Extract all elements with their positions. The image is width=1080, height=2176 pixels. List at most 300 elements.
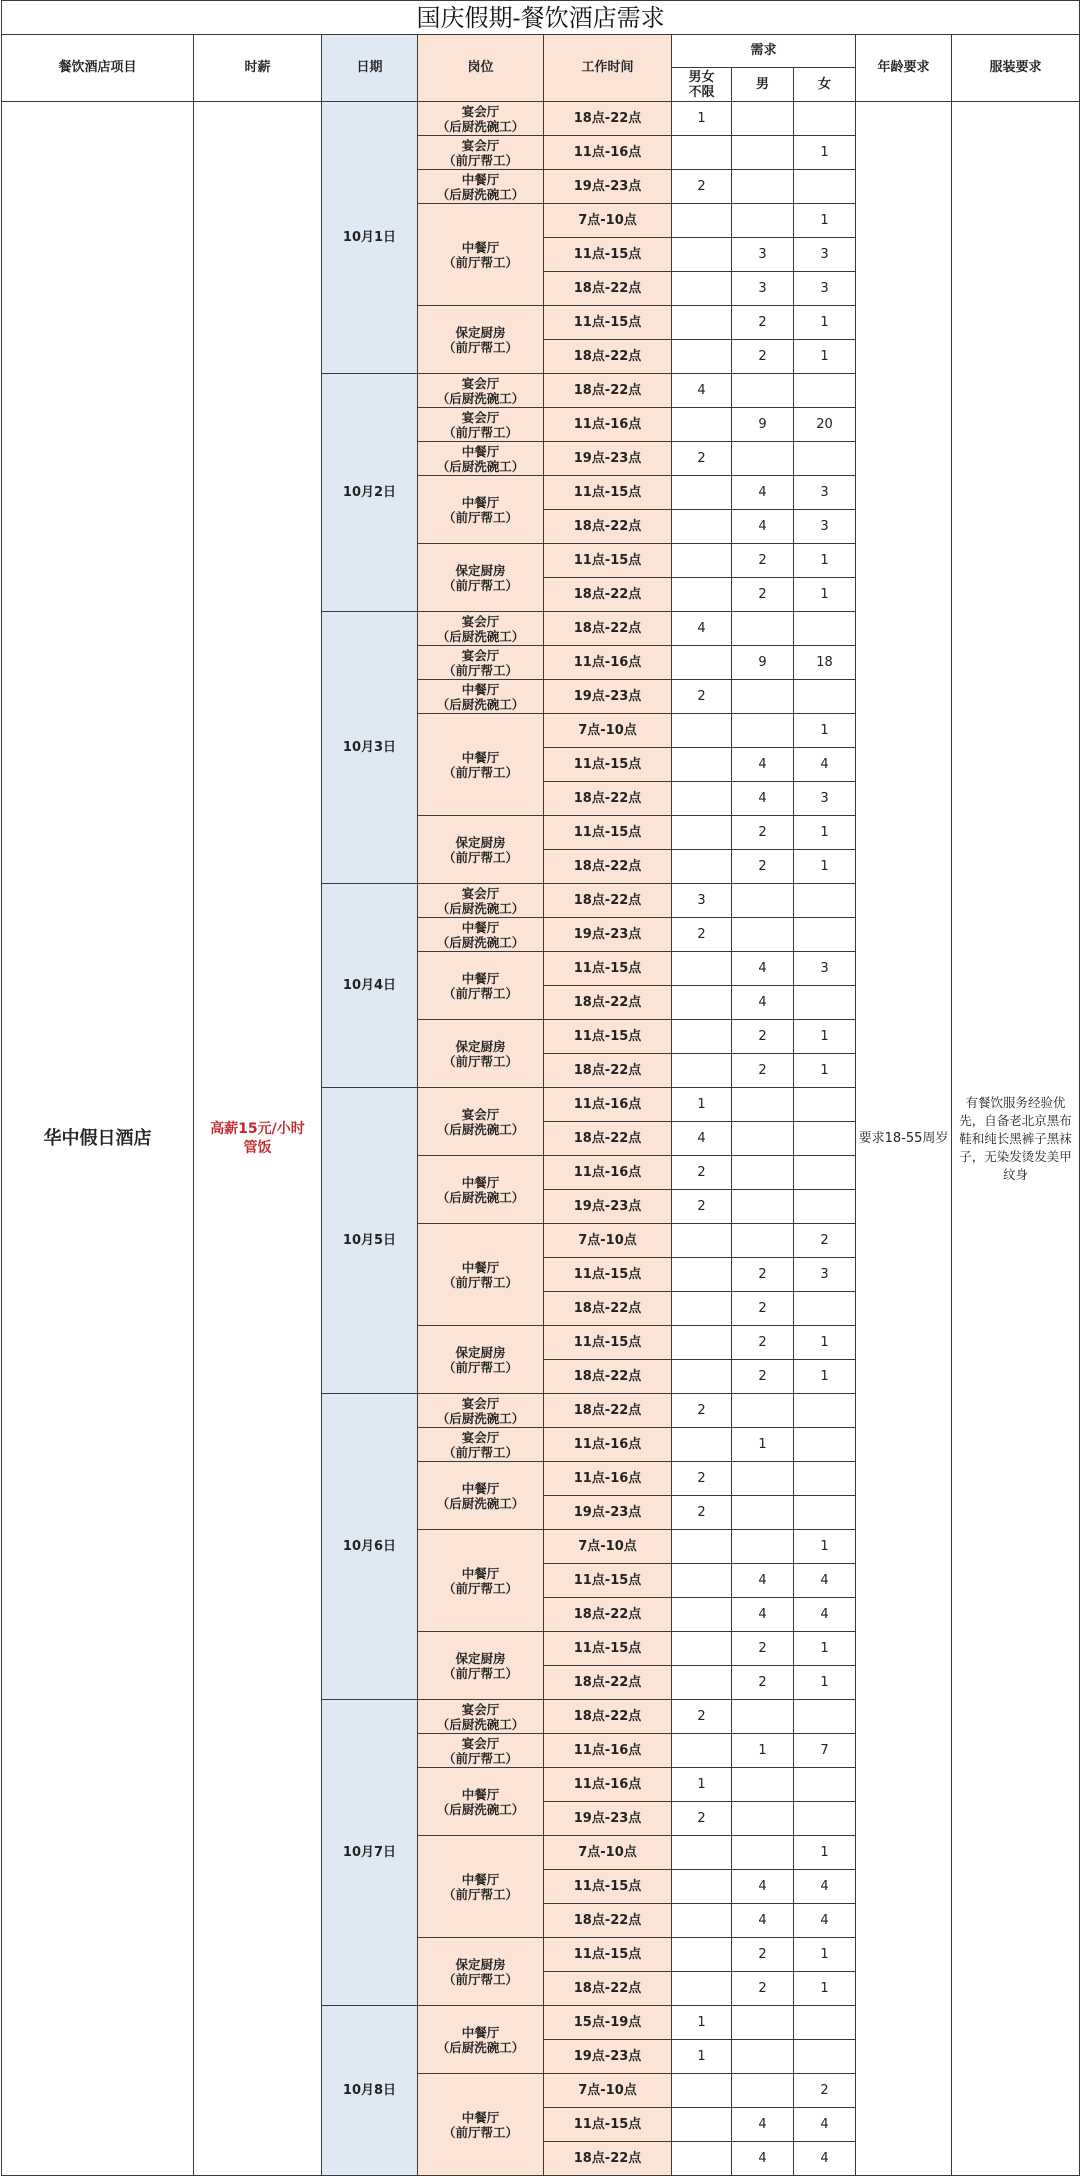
demand-male-cell: 2 [732, 1292, 794, 1326]
position-cell: 中餐厅 （前厅帮工） [418, 714, 544, 816]
demand-male-cell: 2 [732, 816, 794, 850]
demand-female-cell: 4 [794, 1564, 856, 1598]
demand-any-cell [672, 306, 732, 340]
demand-female-cell: 3 [794, 272, 856, 306]
demand-any-cell: 4 [672, 1122, 732, 1156]
demand-any-cell [672, 1666, 732, 1700]
demand-any-cell [672, 476, 732, 510]
demand-female-cell: 1 [794, 1326, 856, 1360]
demand-female-cell: 1 [794, 850, 856, 884]
position-cell: 宴会厅 （前厅帮工） [418, 646, 544, 680]
demand-female-cell: 4 [794, 2108, 856, 2142]
demand-male-cell [732, 1224, 794, 1258]
demand-female-cell: 1 [794, 578, 856, 612]
demand-male-cell [732, 1394, 794, 1428]
work-time-cell: 7点-10点 [544, 204, 672, 238]
attire-requirement-cell: 有餐饮服务经验优先，自备老北京黑布鞋和纯长黑裤子黑袜子，无染发烫发美甲纹身 [952, 102, 1080, 2176]
demand-female-cell: 1 [794, 1836, 856, 1870]
work-time-cell: 11点-16点 [544, 408, 672, 442]
demand-any-cell: 2 [672, 1700, 732, 1734]
position-cell: 宴会厅 （前厅帮工） [418, 1428, 544, 1462]
work-time-cell: 18点-22点 [544, 986, 672, 1020]
demand-female-cell [794, 986, 856, 1020]
date-cell: 10月4日 [322, 884, 418, 1088]
demand-female-cell: 3 [794, 952, 856, 986]
demand-male-cell: 4 [732, 1870, 794, 1904]
demand-any-cell: 1 [672, 2006, 732, 2040]
demand-any-cell [672, 1530, 732, 1564]
work-time-cell: 11点-15点 [544, 748, 672, 782]
demand-any-cell [672, 1632, 732, 1666]
demand-male-cell [732, 612, 794, 646]
demand-male-cell [732, 2074, 794, 2108]
demand-female-cell: 1 [794, 136, 856, 170]
demand-female-cell [794, 1462, 856, 1496]
work-time-cell: 7点-10点 [544, 1530, 672, 1564]
demand-male-cell [732, 2006, 794, 2040]
work-time-cell: 18点-22点 [544, 510, 672, 544]
demand-any-cell [672, 136, 732, 170]
work-time-cell: 11点-16点 [544, 1088, 672, 1122]
work-time-cell: 18点-22点 [544, 1122, 672, 1156]
demand-any-cell [672, 272, 732, 306]
demand-female-cell [794, 1156, 856, 1190]
demand-any-cell [672, 816, 732, 850]
work-time-cell: 19点-23点 [544, 1802, 672, 1836]
work-time-cell: 7点-10点 [544, 1224, 672, 1258]
position-cell: 中餐厅 （后厨洗碗工） [418, 442, 544, 476]
demand-female-cell: 1 [794, 204, 856, 238]
demand-male-cell [732, 1836, 794, 1870]
demand-male-cell [732, 918, 794, 952]
demand-any-cell: 3 [672, 884, 732, 918]
demand-female-cell [794, 612, 856, 646]
work-time-cell: 18点-22点 [544, 102, 672, 136]
work-time-cell: 18点-22点 [544, 1360, 672, 1394]
work-time-cell: 18点-22点 [544, 612, 672, 646]
position-cell: 宴会厅 （后厨洗碗工） [418, 612, 544, 646]
demand-table [1, 0, 1080, 2176]
demand-female-cell [794, 2040, 856, 2074]
demand-male-cell: 4 [732, 986, 794, 1020]
work-time-cell: 7点-10点 [544, 1836, 672, 1870]
date-cell: 10月8日 [322, 2006, 418, 2176]
work-time-cell: 18点-22点 [544, 374, 672, 408]
demand-male-cell: 9 [732, 408, 794, 442]
date-cell: 10月2日 [322, 374, 418, 612]
demand-any-cell [672, 1224, 732, 1258]
header-any-gender: 男女 不限 [672, 68, 732, 102]
demand-male-cell [732, 680, 794, 714]
position-cell: 中餐厅 （前厅帮工） [418, 1530, 544, 1632]
position-cell: 中餐厅 （后厨洗碗工） [418, 1156, 544, 1224]
demand-any-cell [672, 578, 732, 612]
work-time-cell: 18点-22点 [544, 1598, 672, 1632]
demand-male-cell [732, 1700, 794, 1734]
position-cell: 保定厨房 （前厅帮工） [418, 816, 544, 884]
demand-female-cell: 2 [794, 2074, 856, 2108]
demand-female-cell [794, 918, 856, 952]
demand-male-cell [732, 374, 794, 408]
demand-any-cell [672, 1360, 732, 1394]
demand-male-cell: 4 [732, 1598, 794, 1632]
work-time-cell: 18点-22点 [544, 1292, 672, 1326]
demand-female-cell [794, 2006, 856, 2040]
demand-female-cell: 1 [794, 306, 856, 340]
demand-any-cell [672, 238, 732, 272]
work-time-cell: 19点-23点 [544, 170, 672, 204]
demand-female-cell: 1 [794, 1666, 856, 1700]
header-wage: 时薪 [194, 35, 322, 102]
position-cell: 保定厨房 （前厅帮工） [418, 1938, 544, 2006]
demand-female-cell: 4 [794, 748, 856, 782]
demand-male-cell: 4 [732, 1904, 794, 1938]
work-time-cell: 15点-19点 [544, 2006, 672, 2040]
demand-male-cell [732, 2040, 794, 2074]
demand-male-cell [732, 204, 794, 238]
demand-female-cell [794, 1428, 856, 1462]
demand-male-cell: 2 [732, 306, 794, 340]
work-time-cell: 11点-15点 [544, 1020, 672, 1054]
demand-male-cell: 2 [732, 1258, 794, 1292]
work-time-cell: 19点-23点 [544, 918, 672, 952]
demand-female-cell: 1 [794, 714, 856, 748]
work-time-cell: 7点-10点 [544, 2074, 672, 2108]
demand-female-cell: 1 [794, 1020, 856, 1054]
demand-female-cell [794, 374, 856, 408]
work-time-cell: 7点-10点 [544, 714, 672, 748]
demand-male-cell: 4 [732, 2142, 794, 2176]
demand-any-cell: 1 [672, 2040, 732, 2074]
work-time-cell: 18点-22点 [544, 850, 672, 884]
position-cell: 中餐厅 （后厨洗碗工） [418, 918, 544, 952]
demand-male-cell: 2 [732, 1360, 794, 1394]
position-cell: 保定厨房 （前厅帮工） [418, 1632, 544, 1700]
demand-female-cell: 1 [794, 816, 856, 850]
position-cell: 保定厨房 （前厅帮工） [418, 1326, 544, 1394]
demand-female-cell [794, 1700, 856, 1734]
work-time-cell: 11点-15点 [544, 1258, 672, 1292]
work-time-cell: 19点-23点 [544, 2040, 672, 2074]
position-cell: 中餐厅 （后厨洗碗工） [418, 170, 544, 204]
position-cell: 宴会厅 （后厨洗碗工） [418, 1700, 544, 1734]
demand-male-cell: 2 [732, 544, 794, 578]
work-time-cell: 11点-16点 [544, 1428, 672, 1462]
demand-female-cell: 18 [794, 646, 856, 680]
position-cell: 中餐厅 （前厅帮工） [418, 1224, 544, 1326]
demand-female-cell [794, 1394, 856, 1428]
demand-any-cell [672, 1258, 732, 1292]
demand-male-cell: 2 [732, 578, 794, 612]
demand-male-cell: 3 [732, 272, 794, 306]
demand-female-cell: 4 [794, 1904, 856, 1938]
work-time-cell: 11点-15点 [544, 476, 672, 510]
demand-any-cell: 2 [672, 1156, 732, 1190]
demand-any-cell [672, 1428, 732, 1462]
demand-female-cell: 1 [794, 340, 856, 374]
demand-female-cell: 1 [794, 1530, 856, 1564]
demand-any-cell [672, 782, 732, 816]
demand-any-cell: 2 [672, 680, 732, 714]
demand-any-cell [672, 1292, 732, 1326]
demand-any-cell: 2 [672, 1190, 732, 1224]
header-project: 餐饮酒店项目 [2, 35, 194, 102]
demand-male-cell [732, 1122, 794, 1156]
work-time-cell: 11点-15点 [544, 952, 672, 986]
work-time-cell: 19点-23点 [544, 680, 672, 714]
position-cell: 中餐厅 （前厅帮工） [418, 1836, 544, 1938]
demand-male-cell: 2 [732, 850, 794, 884]
header-demand: 需求 [672, 35, 856, 68]
demand-any-cell: 2 [672, 1496, 732, 1530]
demand-male-cell [732, 442, 794, 476]
demand-male-cell: 2 [732, 340, 794, 374]
demand-any-cell [672, 408, 732, 442]
table-row [2, 102, 1080, 136]
work-time-cell: 11点-15点 [544, 1632, 672, 1666]
demand-female-cell: 1 [794, 1938, 856, 1972]
demand-any-cell [672, 1938, 732, 1972]
demand-female-cell: 20 [794, 408, 856, 442]
date-cell: 10月1日 [322, 102, 418, 374]
demand-male-cell [732, 102, 794, 136]
demand-male-cell: 2 [732, 1938, 794, 1972]
demand-female-cell [794, 1768, 856, 1802]
demand-male-cell: 4 [732, 952, 794, 986]
demand-female-cell: 1 [794, 1360, 856, 1394]
demand-female-cell: 1 [794, 1972, 856, 2006]
work-time-cell: 19点-23点 [544, 442, 672, 476]
demand-any-cell [672, 340, 732, 374]
header-attire: 服装要求 [952, 35, 1080, 102]
position-cell: 宴会厅 （前厅帮工） [418, 408, 544, 442]
position-cell: 中餐厅 （前厅帮工） [418, 204, 544, 306]
demand-any-cell [672, 850, 732, 884]
demand-female-cell: 4 [794, 1870, 856, 1904]
work-time-cell: 11点-15点 [544, 1938, 672, 1972]
demand-female-cell [794, 170, 856, 204]
position-cell: 宴会厅 （后厨洗碗工） [418, 102, 544, 136]
demand-any-cell: 1 [672, 1088, 732, 1122]
demand-female-cell: 4 [794, 2142, 856, 2176]
demand-any-cell: 4 [672, 612, 732, 646]
demand-male-cell: 4 [732, 748, 794, 782]
demand-male-cell: 4 [732, 1564, 794, 1598]
work-time-cell: 18点-22点 [544, 340, 672, 374]
header-male: 男 [732, 68, 794, 102]
work-time-cell: 18点-22点 [544, 2142, 672, 2176]
work-time-cell: 18点-22点 [544, 782, 672, 816]
position-cell: 宴会厅 （后厨洗碗工） [418, 1088, 544, 1156]
demand-female-cell [794, 1122, 856, 1156]
demand-female-cell: 1 [794, 1054, 856, 1088]
work-time-cell: 18点-22点 [544, 1972, 672, 2006]
work-time-cell: 11点-15点 [544, 1564, 672, 1598]
demand-any-cell: 2 [672, 918, 732, 952]
work-time-cell: 18点-22点 [544, 884, 672, 918]
position-cell: 中餐厅 （前厅帮工） [418, 2074, 544, 2176]
demand-male-cell: 4 [732, 2108, 794, 2142]
position-cell: 宴会厅 （前厅帮工） [418, 136, 544, 170]
work-time-cell: 11点-16点 [544, 1462, 672, 1496]
demand-female-cell [794, 1292, 856, 1326]
demand-male-cell [732, 1190, 794, 1224]
work-time-cell: 11点-15点 [544, 816, 672, 850]
demand-female-cell [794, 102, 856, 136]
work-time-cell: 11点-16点 [544, 136, 672, 170]
demand-any-cell [672, 952, 732, 986]
demand-male-cell: 2 [732, 1020, 794, 1054]
position-cell: 中餐厅 （后厨洗碗工） [418, 680, 544, 714]
work-time-cell: 18点-22点 [544, 1700, 672, 1734]
demand-any-cell [672, 1054, 732, 1088]
demand-male-cell: 1 [732, 1734, 794, 1768]
demand-any-cell: 2 [672, 1394, 732, 1428]
date-cell: 10月6日 [322, 1394, 418, 1700]
work-time-cell: 11点-15点 [544, 2108, 672, 2142]
demand-any-cell [672, 1020, 732, 1054]
demand-female-cell: 1 [794, 544, 856, 578]
work-time-cell: 18点-22点 [544, 1394, 672, 1428]
date-cell: 10月3日 [322, 612, 418, 884]
demand-female-cell [794, 1190, 856, 1224]
work-time-cell: 18点-22点 [544, 578, 672, 612]
demand-female-cell: 3 [794, 238, 856, 272]
work-time-cell: 11点-16点 [544, 1734, 672, 1768]
demand-any-cell [672, 2074, 732, 2108]
demand-female-cell: 1 [794, 1632, 856, 1666]
work-time-cell: 11点-15点 [544, 544, 672, 578]
demand-female-cell: 3 [794, 510, 856, 544]
demand-female-cell [794, 884, 856, 918]
demand-male-cell: 1 [732, 1428, 794, 1462]
hotel-name-cell: 华中假日酒店 [2, 102, 194, 2176]
wage-cell: 高薪15元/小时 管饭 [194, 102, 322, 2176]
demand-male-cell: 2 [732, 1326, 794, 1360]
header-time: 工作时间 [544, 35, 672, 102]
page-title: 国庆假期-餐饮酒店需求 [2, 1, 1080, 35]
work-time-cell: 18点-22点 [544, 1904, 672, 1938]
work-time-cell: 18点-22点 [544, 1054, 672, 1088]
work-time-cell: 11点-16点 [544, 1768, 672, 1802]
position-cell: 宴会厅 （后厨洗碗工） [418, 884, 544, 918]
demand-any-cell [672, 646, 732, 680]
demand-female-cell [794, 1496, 856, 1530]
work-time-cell: 11点-16点 [544, 1156, 672, 1190]
demand-any-cell [672, 1836, 732, 1870]
demand-male-cell: 4 [732, 510, 794, 544]
demand-female-cell: 3 [794, 476, 856, 510]
demand-male-cell: 2 [732, 1632, 794, 1666]
work-time-cell: 11点-15点 [544, 306, 672, 340]
demand-any-cell: 2 [672, 170, 732, 204]
demand-any-cell: 1 [672, 102, 732, 136]
demand-female-cell [794, 442, 856, 476]
demand-any-cell [672, 748, 732, 782]
demand-male-cell [732, 714, 794, 748]
header-date: 日期 [322, 35, 418, 102]
demand-any-cell [672, 510, 732, 544]
position-cell: 中餐厅 （后厨洗碗工） [418, 1462, 544, 1530]
demand-male-cell: 2 [732, 1666, 794, 1700]
position-cell: 宴会厅 （后厨洗碗工） [418, 374, 544, 408]
demand-any-cell [672, 2108, 732, 2142]
header-position: 岗位 [418, 35, 544, 102]
work-time-cell: 18点-22点 [544, 272, 672, 306]
demand-any-cell [672, 1564, 732, 1598]
work-time-cell: 11点-16点 [544, 646, 672, 680]
demand-female-cell: 7 [794, 1734, 856, 1768]
position-cell: 保定厨房 （前厅帮工） [418, 306, 544, 374]
work-time-cell: 11点-15点 [544, 1326, 672, 1360]
position-cell: 中餐厅 （前厅帮工） [418, 476, 544, 544]
work-time-cell: 19点-23点 [544, 1496, 672, 1530]
header-age: 年龄要求 [856, 35, 952, 102]
work-time-cell: 18点-22点 [544, 1666, 672, 1700]
position-cell: 中餐厅 （后厨洗碗工） [418, 2006, 544, 2074]
demand-any-cell [672, 1870, 732, 1904]
demand-any-cell [672, 544, 732, 578]
demand-male-cell [732, 1088, 794, 1122]
demand-any-cell: 4 [672, 374, 732, 408]
demand-any-cell: 2 [672, 1802, 732, 1836]
position-cell: 中餐厅 （后厨洗碗工） [418, 1768, 544, 1836]
work-time-cell: 11点-15点 [544, 1870, 672, 1904]
demand-male-cell: 9 [732, 646, 794, 680]
demand-any-cell: 1 [672, 1768, 732, 1802]
age-requirement-cell: 要求18-55周岁 [856, 102, 952, 2176]
demand-male-cell: 3 [732, 238, 794, 272]
header-female: 女 [794, 68, 856, 102]
demand-male-cell [732, 136, 794, 170]
demand-female-cell: 4 [794, 1598, 856, 1632]
date-cell: 10月7日 [322, 1700, 418, 2006]
demand-any-cell [672, 1598, 732, 1632]
demand-female-cell: 3 [794, 1258, 856, 1292]
demand-any-cell: 2 [672, 442, 732, 476]
demand-any-cell [672, 204, 732, 238]
position-cell: 中餐厅 （前厅帮工） [418, 952, 544, 1020]
demand-male-cell [732, 1530, 794, 1564]
demand-any-cell: 2 [672, 1462, 732, 1496]
demand-any-cell [672, 1972, 732, 2006]
demand-female-cell: 3 [794, 782, 856, 816]
work-time-cell: 11点-15点 [544, 238, 672, 272]
demand-male-cell [732, 1802, 794, 1836]
demand-female-cell [794, 680, 856, 714]
demand-male-cell [732, 1156, 794, 1190]
position-cell: 宴会厅 （后厨洗碗工） [418, 1394, 544, 1428]
position-cell: 宴会厅 （前厅帮工） [418, 1734, 544, 1768]
demand-male-cell [732, 1496, 794, 1530]
demand-any-cell [672, 1904, 732, 1938]
work-time-cell: 19点-23点 [544, 1190, 672, 1224]
date-cell: 10月5日 [322, 1088, 418, 1394]
demand-female-cell: 2 [794, 1224, 856, 1258]
demand-male-cell [732, 1462, 794, 1496]
demand-female-cell [794, 1802, 856, 1836]
demand-male-cell: 4 [732, 782, 794, 816]
position-cell: 保定厨房 （前厅帮工） [418, 1020, 544, 1088]
demand-male-cell: 4 [732, 476, 794, 510]
demand-any-cell [672, 2142, 732, 2176]
demand-any-cell [672, 1734, 732, 1768]
demand-male-cell [732, 170, 794, 204]
demand-female-cell [794, 1088, 856, 1122]
demand-male-cell: 2 [732, 1972, 794, 2006]
position-cell: 保定厨房 （前厅帮工） [418, 544, 544, 612]
demand-male-cell: 2 [732, 1054, 794, 1088]
